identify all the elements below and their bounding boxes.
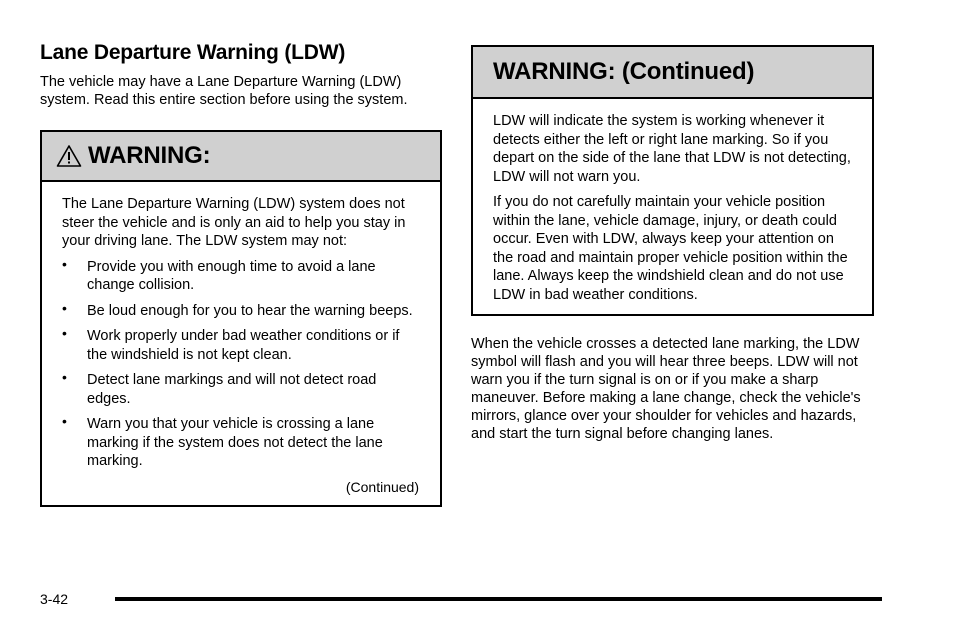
bullet-icon: • xyxy=(62,325,67,341)
continued-label: (Continued) xyxy=(345,478,419,495)
bullet-icon: • xyxy=(62,299,67,316)
bullet-icon: • xyxy=(62,369,67,385)
bullet-text: Provide you with enough time to avoid a lane change collision. xyxy=(87,258,376,293)
warning-continued-body xyxy=(473,99,872,314)
body-paragraph: When the vehicle crosses a detected lane marking, the LDW symbol will flash and you will hear three beeps. LDW will not warn you if the turn signal is on or if you make a sharp maneuver. Before making a lane change, check the vehicle's mirrors, glance over your shoulder for vehicles and hazards, and start the turn signal before changing lanes. xyxy=(471,336,861,442)
bullet-icon: • xyxy=(62,413,67,429)
intro-paragraph: The vehicle may have a Lane Departure Warning (LDW) system. Read this entire section before using the system. xyxy=(40,74,408,108)
warning-continued-title: WARNING: (Continued) xyxy=(493,58,755,85)
warning-header xyxy=(42,132,440,182)
warning-box xyxy=(40,130,442,507)
section-title: Lane Departure Warning (LDW) xyxy=(40,41,346,64)
bullet-item xyxy=(62,327,420,364)
warning-continued-header xyxy=(473,47,872,99)
bullet-item xyxy=(62,415,420,471)
footer-rule xyxy=(115,597,882,601)
left-column xyxy=(40,40,442,507)
bullet-text: Work properly under bad weather conditions or if the windshield is not kept clean. xyxy=(87,328,400,363)
page-number: 3-42 xyxy=(40,591,69,607)
bullet-item xyxy=(62,299,420,321)
bullet-item xyxy=(62,371,420,408)
bullet-text: Detect lane markings and will not detect road edges. xyxy=(87,372,377,407)
warning-body xyxy=(42,182,440,505)
warning-continued-box xyxy=(471,45,874,316)
warning-continued-paragraph: LDW will indicate the system is working whenever it detects either the left or right lane marking. So if you depart on the side of the lane that LDW is not detecting, LDW will not warn you. xyxy=(493,113,851,185)
bullet-item xyxy=(62,255,420,295)
warning-continued-paragraph: If you do not carefully maintain your vehicle position within the lane, vehicle damage, injury, or death could occur. Even with LDW, always keep your attention on the road and maintain proper vehicle position within the lane. Always keep the windshield clean and do not use LDW in bad weather conditions. xyxy=(493,194,848,303)
bullet-text: Be loud enough for you to hear the warning beeps. xyxy=(87,302,413,319)
warning-paragraph: The Lane Departure Warning (LDW) system does not steer the vehicle and is only an aid to help you stay in your driving lane. The LDW system may not: xyxy=(62,196,406,249)
bullet-text: Warn you that your vehicle is crossing a lane marking if the system does not detect the lane marking. xyxy=(87,416,383,469)
warning-triangle-icon xyxy=(56,144,82,168)
bullet-icon: • xyxy=(62,255,67,272)
warning-title: WARNING: xyxy=(88,142,211,169)
right-column xyxy=(471,45,874,443)
warning-bullet-list xyxy=(62,255,420,471)
